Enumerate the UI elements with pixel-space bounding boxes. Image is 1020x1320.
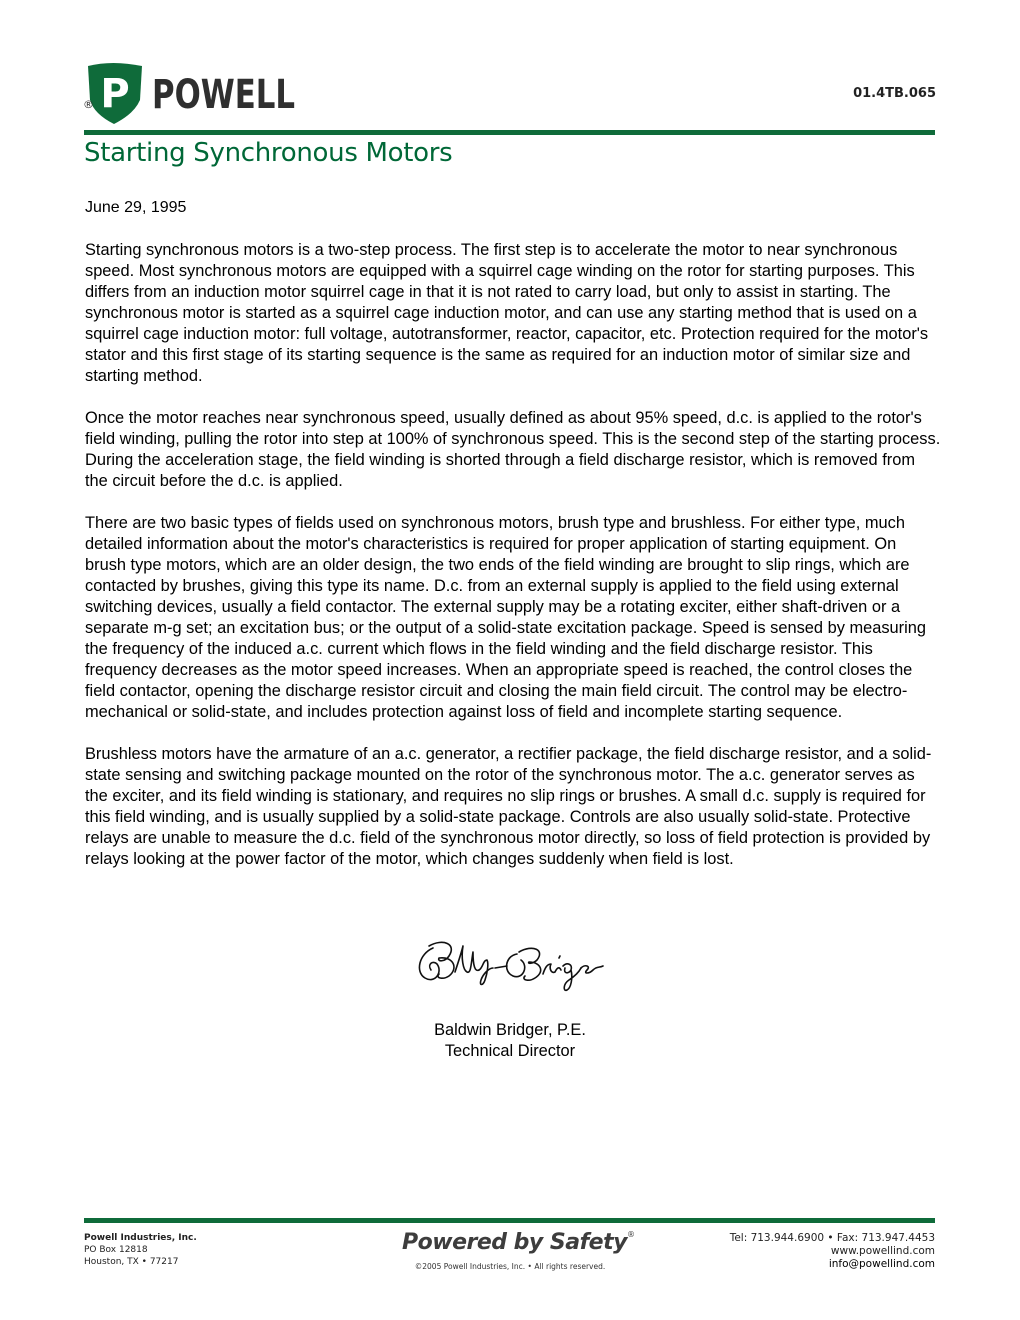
header-rule <box>84 130 935 135</box>
page-title: Starting Synchronous Motors <box>84 138 453 168</box>
document-number: 01.4TB.065 <box>853 86 936 101</box>
footer-address <box>84 1232 197 1268</box>
logo-letter: P <box>100 71 130 117</box>
paragraph: There are two basic types of fields used on synchronous motors, brush type and brushless. For either type, much detailed information about the motor's characteristics is required for proper application of starting equipment. On brush type motors, which are an older design, the two ends of the field winding are brought to slip rings, which are contacted by brushes, giving this type its name. D.c. from an external supply is applied to the field using external switching devices, usually a field contactor. The external supply may be a rotating exciter, either shaft-driven or a separate m-g set; an excitation bus; or the output of a solid-state excitation package. Speed is sensed by measuring the frequency of the induced a.c. current which flows in the field winding and the field discharge resistor. This frequency decreases as the motor speed increases. When an appropriate speed is reached, the control closes the field contactor, opening the discharge resistor circuit and closing the main field circuit. The control may be electro-mechanical or solid-state, and includes protection against loss of field and incomplete starting sequence. <box>85 514 926 721</box>
signer-name: Baldwin Bridger, P.E. <box>434 1021 586 1039</box>
footer-rule <box>84 1218 935 1223</box>
handwritten-signature <box>413 934 605 996</box>
phone-fax: Tel: 713.944.6900 • Fax: 713.947.4453 <box>729 1232 935 1244</box>
website-link[interactable]: www.powellind.com <box>830 1245 935 1257</box>
body-text <box>85 240 941 891</box>
signer-block <box>300 1020 720 1062</box>
paragraph: Once the motor reaches near synchronous speed, usually defined as about 95% speed, d.c. is applied to the rotor's field winding, pulling the rotor into step at 100% of synchronous speed. This is the second step of the starting process. During the acceleration stage, the field winding is shorted through a field discharge resistor, which is removed from the circuit before the d.c. is applied. <box>85 409 941 490</box>
po-box: PO Box 12818 <box>84 1245 148 1255</box>
registered-mark: ® <box>83 98 94 111</box>
tagline <box>402 1230 634 1255</box>
signer-title: Technical Director <box>444 1042 576 1060</box>
document-date: June 29, 1995 <box>85 199 187 216</box>
copyright: ©2005 Powell Industries, Inc. • All rights reserved. <box>414 1262 606 1271</box>
tagline-registered-mark: ® <box>626 1230 635 1239</box>
brand-name: POWELL <box>152 72 295 118</box>
city: Houston, TX • 77217 <box>84 1257 179 1267</box>
company-name: Powell Industries, Inc. <box>84 1233 197 1243</box>
footer-contact <box>730 1232 935 1271</box>
powell-logo <box>82 58 297 126</box>
email-link[interactable]: info@powellind.com <box>828 1258 935 1270</box>
paragraph: Starting synchronous motors is a two-step process. The first step is to accelerate the motor to near synchronous speed. Most synchronous motors are equipped with a squirrel cage winding on the rotor for starting purposes. This differs from an induction motor squirrel cage in that it is not rated to carry load, but only to assist in starting. The synchronous motor is started as a squirrel cage induction motor, and can use any starting method that is used on a squirrel cage induction motor: full voltage, autotransformer, reactor, capacitor, etc. Protection required for the motor's stator and this first stage of its starting sequence is the same as required for an induction motor of similar size and starting method. <box>85 241 929 385</box>
paragraph: Brushless motors have the armature of an a.c. generator, a rectifier package, the field discharge resistor, and a solid-state sensing and switching package mounted on the rotor of the synchronous motor. The a.c. generator serves as the exciter, and its field winding is stationary, and requires no slip rings or brushes. A small d.c. supply is required for this field winding, and is usually supplied by a solid-state package. Controls are also usually solid-state. Protective relays are unable to measure the d.c. field of the synchronous motor directly, so loss of field protection is provided by relays looking at the power factor of the motor, which changes suddenly when field is lost. <box>85 745 932 868</box>
tagline-text: Powered by Safety <box>402 1230 627 1255</box>
